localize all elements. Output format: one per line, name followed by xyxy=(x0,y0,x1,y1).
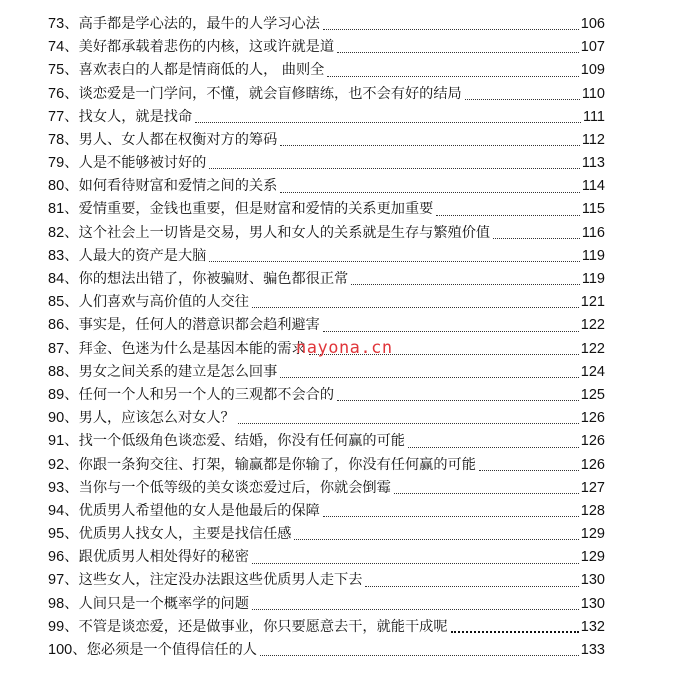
dot-leader xyxy=(465,99,580,100)
toc-entry-title: 男女之间关系的建立是怎么回事 xyxy=(78,363,278,380)
toc-entry-page: 132 xyxy=(580,618,605,635)
toc-entry-title: 人最大的资产是大脑 xyxy=(78,247,207,264)
toc-entry-number: 92、 xyxy=(48,456,79,473)
dot-leader xyxy=(337,400,579,401)
toc-entry-title: 爱情重要，金钱也重要，但是财富和爱情的关系更加重要 xyxy=(78,201,434,218)
toc-entry[interactable] xyxy=(48,222,605,245)
dot-leader xyxy=(408,447,579,448)
toc-entry-number: 95、 xyxy=(48,526,79,543)
toc-entry[interactable] xyxy=(48,268,605,291)
toc-entry[interactable] xyxy=(48,546,605,569)
toc-entry-number: 98、 xyxy=(48,595,79,612)
toc-entry-page: 126 xyxy=(580,456,605,473)
dot-leader xyxy=(394,493,579,494)
toc-entry-page: 106 xyxy=(580,15,605,32)
toc-entry-page: 126 xyxy=(580,410,605,427)
dot-leader xyxy=(209,261,580,262)
toc-entry[interactable] xyxy=(48,245,605,268)
toc-entry[interactable] xyxy=(48,454,605,477)
dot-leader xyxy=(252,307,579,308)
toc-entry[interactable] xyxy=(48,291,605,314)
toc-entry-page: 124 xyxy=(580,363,605,380)
dot-leader xyxy=(309,354,579,355)
dot-leader xyxy=(260,655,579,656)
toc-entry[interactable] xyxy=(48,314,605,337)
dot-leader xyxy=(280,192,580,193)
toc-entry-number: 85、 xyxy=(48,294,79,311)
toc-entry-title: 优质男人希望他的女人是他最后的保障 xyxy=(78,502,320,519)
toc-entry-page: 127 xyxy=(580,479,605,496)
toc-entry-number: 88、 xyxy=(48,363,79,380)
toc-entry-title: 喜欢表白的人都是情商低的人， 曲则全 xyxy=(78,62,325,79)
toc-entry-title: 找女人，就是找命 xyxy=(78,108,193,125)
toc-entry-page: 113 xyxy=(581,155,605,172)
toc-entry-number: 78、 xyxy=(48,131,79,148)
toc-entry[interactable] xyxy=(48,430,605,453)
toc-entry-number: 86、 xyxy=(48,317,79,334)
toc-entry[interactable] xyxy=(48,593,605,616)
dot-leader xyxy=(252,563,579,564)
toc-entry-title: 这个社会上一切皆是交易，男人和女人的关系就是生存与繁殖价值 xyxy=(78,224,491,241)
toc-entry[interactable] xyxy=(48,106,605,129)
toc-entry[interactable] xyxy=(48,570,605,593)
dot-leader xyxy=(451,631,579,633)
toc-entry-title: 这些女人，注定没办法跟这些优质男人走下去 xyxy=(78,572,363,589)
toc-entry-page: 111 xyxy=(582,108,605,125)
toc-entry[interactable] xyxy=(48,152,605,175)
toc-entry-number: 76、 xyxy=(48,85,79,102)
toc-entry-page: 114 xyxy=(581,178,605,195)
dot-leader xyxy=(327,76,578,77)
dot-leader xyxy=(323,516,579,517)
toc-entry-number: 74、 xyxy=(48,39,79,56)
toc-entry-page: 130 xyxy=(580,572,605,589)
dot-leader xyxy=(238,423,579,424)
toc-entry-number: 80、 xyxy=(48,178,79,195)
toc-entry[interactable] xyxy=(48,175,605,198)
toc-entry-page: 129 xyxy=(580,549,605,566)
toc-entry-title: 如何看待财富和爱情之间的关系 xyxy=(78,178,278,195)
toc-entry[interactable] xyxy=(48,500,605,523)
toc-entry-number: 90、 xyxy=(48,410,79,427)
toc-entry[interactable] xyxy=(48,36,605,59)
dot-leader xyxy=(280,377,579,378)
toc-entry-number: 100、 xyxy=(48,642,87,659)
toc-entry-number: 99、 xyxy=(48,618,79,635)
toc-entry-title: 找一个低级角色谈恋爱、结婚，你没有任何赢的可能 xyxy=(78,433,405,450)
toc-entry-title: 高手都是学心法的，最牛的人学习心法 xyxy=(78,15,320,32)
toc-entry[interactable] xyxy=(48,59,605,82)
toc-entry[interactable] xyxy=(48,384,605,407)
dot-leader xyxy=(195,122,581,123)
toc-entry-title: 你的想法出错了，你被骗财、骗色都很正常 xyxy=(78,271,349,288)
toc-entry-number: 77、 xyxy=(48,108,79,125)
toc-entry[interactable] xyxy=(48,338,605,361)
toc-entry[interactable] xyxy=(48,83,605,106)
toc-entry-number: 75、 xyxy=(48,62,79,79)
toc-entry-number: 79、 xyxy=(48,155,79,172)
toc-entry-number: 81、 xyxy=(48,201,79,218)
dot-leader xyxy=(209,168,580,169)
toc-entry-title: 美好都承载着悲伤的内核，这或许就是道 xyxy=(78,39,335,56)
toc-entry-title: 你跟一条狗交往、打架，输赢都是你输了，你没有任何赢的可能 xyxy=(78,456,476,473)
toc-entry-page: 110 xyxy=(581,85,605,102)
toc-entry-title: 人是不能够被讨好的 xyxy=(78,155,207,172)
toc-entry-page: 112 xyxy=(581,131,605,148)
toc-entry[interactable] xyxy=(48,129,605,152)
toc-entry-page: 116 xyxy=(581,224,605,241)
dot-leader xyxy=(252,609,579,610)
toc-entry-title: 您必须是一个值得信任的人 xyxy=(86,642,257,659)
toc-entry-page: 122 xyxy=(580,317,605,334)
toc-entry-title: 男人，应该怎么对女人？ xyxy=(78,410,235,427)
toc-entry[interactable] xyxy=(48,407,605,430)
toc-entry-number: 87、 xyxy=(48,340,79,357)
toc-entry-number: 93、 xyxy=(48,479,79,496)
toc-entry-title: 男人、女人都在权衡对方的筹码 xyxy=(78,131,278,148)
toc-entry-title: 当你与一个低等级的美女谈恋爱过后，你就会倒霉 xyxy=(78,479,391,496)
toc-entry-number: 83、 xyxy=(48,247,79,264)
toc-entry-page: 107 xyxy=(580,39,605,56)
toc-entry-page: 126 xyxy=(580,433,605,450)
toc-entry-page: 119 xyxy=(581,247,605,264)
toc-entry[interactable] xyxy=(48,477,605,500)
toc-entry-title: 人间只是一个概率学的问题 xyxy=(78,595,249,612)
toc-entry-number: 97、 xyxy=(48,572,79,589)
dot-leader xyxy=(323,29,579,30)
toc-entry[interactable] xyxy=(48,361,605,384)
toc-entry-number: 84、 xyxy=(48,271,79,288)
dot-leader xyxy=(479,470,579,471)
watermark: nayona.cn xyxy=(296,338,393,358)
toc-entry-page: 121 xyxy=(580,294,605,311)
table-of-contents xyxy=(48,13,605,662)
toc-entry[interactable] xyxy=(48,523,605,546)
toc-entry-number: 91、 xyxy=(48,433,79,450)
toc-entry-title: 人们喜欢与高价值的人交往 xyxy=(78,294,249,311)
toc-entry[interactable] xyxy=(48,199,605,222)
toc-entry-title: 拜金、色迷为什么是基因本能的需求 xyxy=(78,340,306,357)
toc-entry-number: 89、 xyxy=(48,386,79,403)
toc-entry-number: 96、 xyxy=(48,549,79,566)
toc-entry-page: 130 xyxy=(580,595,605,612)
toc-entry-title: 任何一个人和另一个人的三观都不会合的 xyxy=(78,386,335,403)
toc-entry-title: 不管是谈恋爱，还是做事业，你只要愿意去干，就能干成呢 xyxy=(78,618,448,635)
toc-entry-page: 122 xyxy=(580,340,605,357)
dot-leader xyxy=(351,284,580,285)
toc-entry-title: 优质男人找女人，主要是找信任感 xyxy=(78,526,292,543)
toc-entry[interactable] xyxy=(48,616,605,639)
dot-leader xyxy=(280,145,580,146)
toc-entry-number: 73、 xyxy=(48,15,79,32)
dot-leader xyxy=(493,238,580,239)
toc-entry-page: 133 xyxy=(580,642,605,659)
toc-entry-page: 115 xyxy=(581,201,605,218)
dot-leader xyxy=(323,331,579,332)
dot-leader xyxy=(436,215,580,216)
toc-entry-page: 109 xyxy=(580,62,605,79)
toc-entry[interactable] xyxy=(48,13,605,36)
toc-entry[interactable] xyxy=(48,639,605,662)
toc-entry-page: 125 xyxy=(580,386,605,403)
toc-entry-title: 跟优质男人相处得好的秘密 xyxy=(78,549,249,566)
dot-leader xyxy=(337,52,579,53)
toc-entry-number: 94、 xyxy=(48,502,79,519)
toc-entry-page: 128 xyxy=(580,502,605,519)
toc-entry-page: 129 xyxy=(580,526,605,543)
toc-entry-number: 82、 xyxy=(48,224,79,241)
toc-entry-title: 事实是，任何人的潜意识都会趋利避害 xyxy=(78,317,320,334)
toc-entry-page: 119 xyxy=(581,271,605,288)
dot-leader xyxy=(365,586,578,587)
dot-leader xyxy=(294,539,578,540)
toc-entry-title: 谈恋爱是一门学问，不懂，就会盲修瞎练，也不会有好的结局 xyxy=(78,85,462,102)
